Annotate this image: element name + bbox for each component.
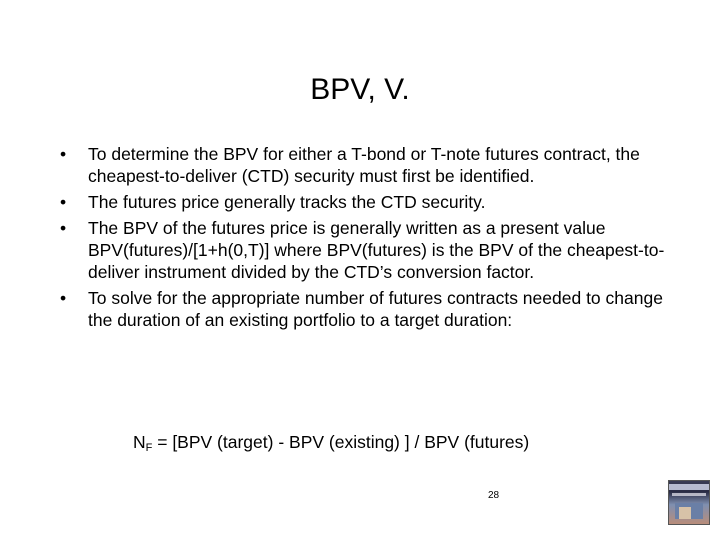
bullet-text: The BPV of the futures price is generally written as a present value BPV(futures)/[1+h(0,T)] where BPV(futures) is the BPV of the cheapest-to-deliver instrument divided by the CTD’s conversion factor. <box>88 218 665 282</box>
bullet-item <box>55 191 680 213</box>
formula-expression: = [BPV (target) - BPV (existing) ] / BPV (futures) <box>152 432 530 452</box>
formula-subscript: F <box>145 442 153 454</box>
book-cover-thumbnail-image <box>668 480 710 525</box>
bullet-text: To solve for the appropriate number of futures contracts needed to change the duration of an existing portfolio to a target duration: <box>88 288 663 330</box>
cover-doorway-shape <box>679 507 691 519</box>
bullet-marker: • <box>60 288 67 308</box>
cover-subtitle-band <box>672 493 706 496</box>
bullet-item <box>55 287 680 331</box>
bullet-marker: • <box>60 144 67 164</box>
formula-symbol: N <box>133 432 146 452</box>
bullet-list <box>55 143 680 335</box>
bullet-text: To determine the BPV for either a T-bond or T-note futures contract, the cheapest-to-deliver (CTD) security must first be identified. <box>88 144 640 186</box>
bullet-item <box>55 217 680 283</box>
cover-title-band <box>669 484 709 490</box>
bullet-text: The futures price generally tracks the CTD security. <box>88 192 486 212</box>
bullet-marker: • <box>60 218 67 238</box>
bullet-item <box>55 143 680 187</box>
bullet-marker: • <box>60 192 67 212</box>
formula <box>133 431 529 459</box>
slide-title: BPV, V. <box>310 73 410 106</box>
page-number: 28 <box>488 490 500 501</box>
